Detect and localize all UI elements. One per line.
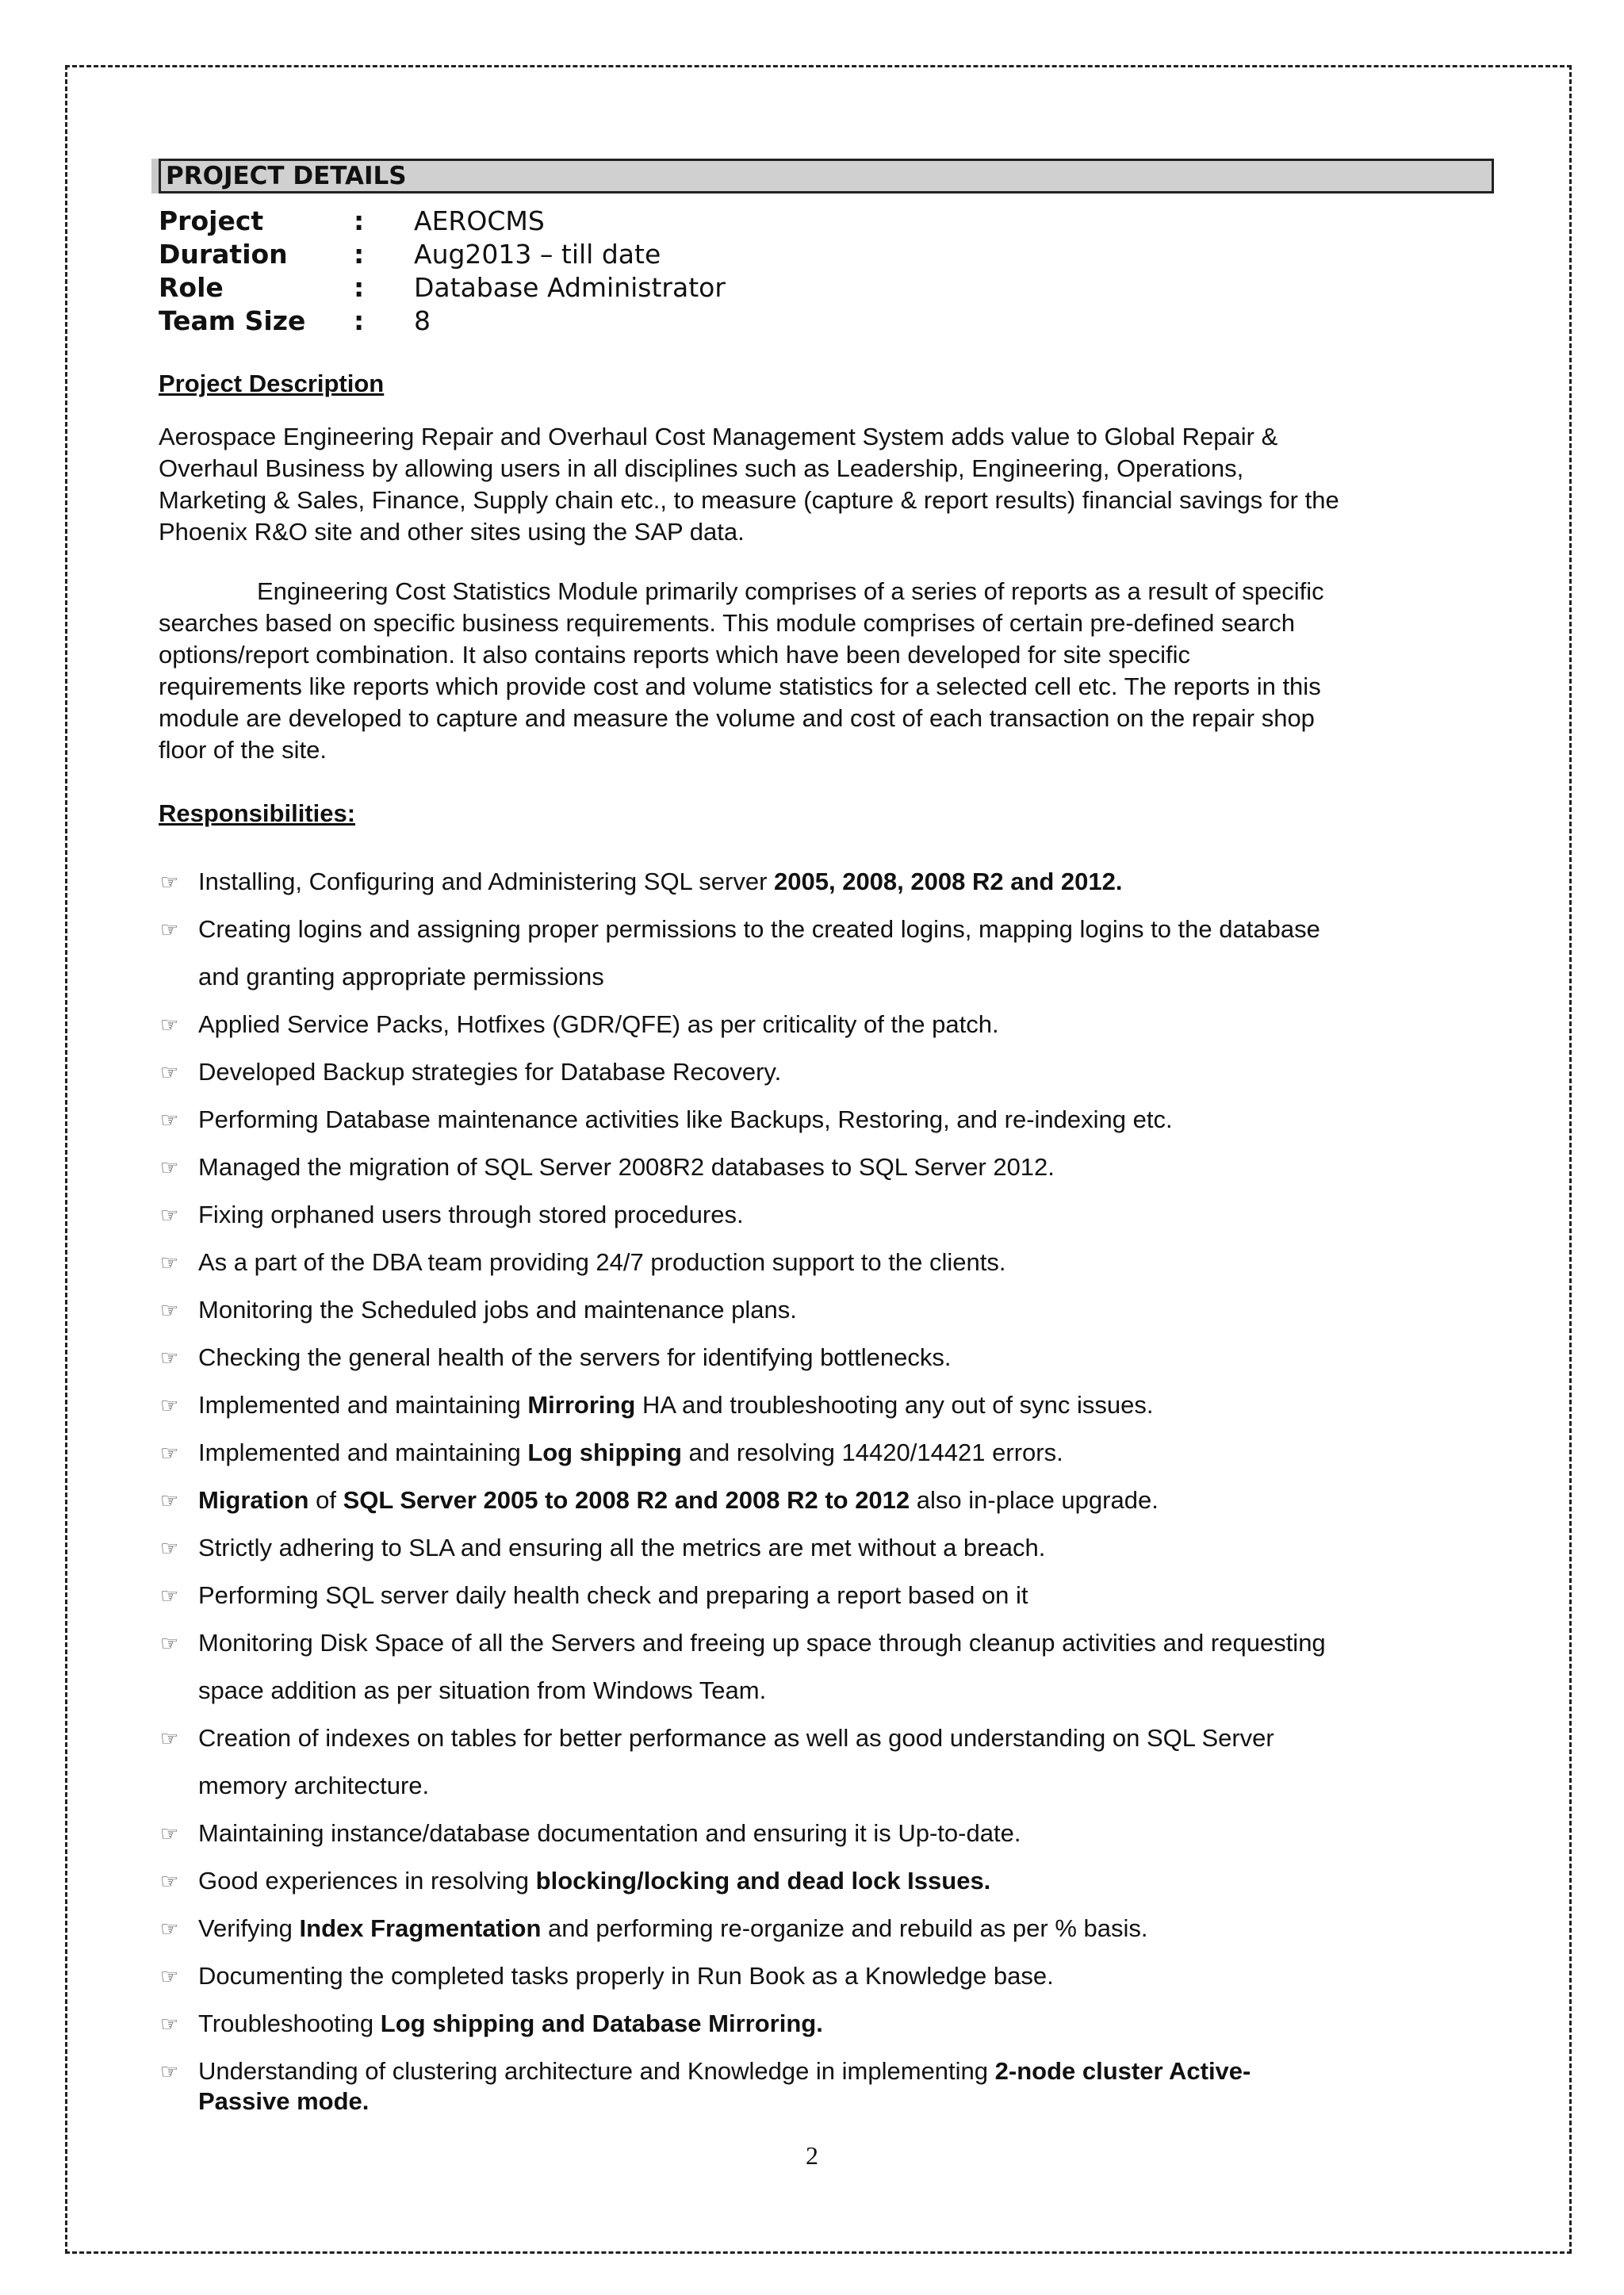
pointing-hand-icon: ☞	[160, 1013, 179, 1036]
list-item: ☞ Developed Backup strategies for Database Recovery.	[159, 1048, 1507, 1096]
list-item: ☞ Creating logins and assigning proper permissions to the created logins, mapping logins to the database and granting appropriate permissions	[159, 906, 1507, 1001]
info-label: Duration	[159, 239, 288, 270]
info-value: AEROCMS	[414, 205, 545, 236]
pointing-hand-icon: ☞	[160, 1155, 179, 1179]
paragraph-line: floor of the site.	[159, 736, 327, 764]
list-item: ☞ Good experiences in resolving blocking/locking and dead lock Issues.	[159, 1857, 1507, 1905]
pointing-hand-icon: ☞	[160, 1917, 179, 1941]
paragraph-line: module are developed to capture and measure the volume and cost of each transaction on the repair shop	[159, 704, 1315, 732]
pointing-hand-icon: ☞	[160, 2059, 179, 2083]
list-item: ☞ Fixing orphaned users through stored procedures.	[159, 1191, 1507, 1239]
info-colon: :	[354, 205, 365, 236]
list-item: ☞ Maintaining instance/database documentation and ensuring it is Up-to-date.	[159, 1810, 1507, 1857]
pointing-hand-icon: ☞	[160, 870, 179, 894]
info-value: Database Administrator	[414, 272, 726, 303]
paragraph-line: Engineering Cost Statistics Module primarily comprises of a series of reports as a result of specific	[257, 577, 1324, 605]
list-item: ☞ Managed the migration of SQL Server 2008R2 databases to SQL Server 2012.	[159, 1144, 1507, 1191]
pointing-hand-icon: ☞	[160, 1346, 179, 1370]
pointing-hand-icon: ☞	[160, 1251, 179, 1274]
pointing-hand-icon: ☞	[160, 1441, 179, 1465]
paragraph-line: searches based on specific business requirements. This module comprises of certain pre-defined search	[159, 609, 1296, 637]
pointing-hand-icon: ☞	[160, 918, 179, 941]
description-heading: Project Description	[159, 370, 385, 397]
pointing-hand-icon: ☞	[160, 1869, 179, 1893]
pointing-hand-icon: ☞	[160, 1631, 179, 1655]
list-item: ☞ As a part of the DBA team providing 24/7 production support to the clients.	[159, 1239, 1507, 1286]
list-item: ☞ Creation of indexes on tables for better performance as well as good understanding on SQL Server memory architecture.	[159, 1715, 1507, 1810]
list-item: ☞ Performing Database maintenance activities like Backups, Restoring, and re-indexing etc.	[159, 1096, 1507, 1144]
list-item: ☞ Implemented and maintaining Mirroring HA and troubleshooting any out of sync issues.	[159, 1381, 1507, 1429]
description-paragraph-1	[159, 421, 1499, 548]
list-item: ☞ Checking the general health of the servers for identifying bottlenecks.	[159, 1334, 1507, 1381]
pointing-hand-icon: ☞	[160, 1584, 179, 1607]
paragraph-line: Phoenix R&O site and other sites using the SAP data.	[159, 518, 745, 546]
paragraph-line: Aerospace Engineering Repair and Overhaul Cost Management System adds value to Global Repair &	[159, 423, 1278, 450]
list-item: ☞ Applied Service Packs, Hotfixes (GDR/QFE) as per criticality of the patch.	[159, 1001, 1507, 1048]
pointing-hand-icon: ☞	[160, 1393, 179, 1417]
responsibilities-heading: Responsibilities:	[159, 799, 356, 827]
responsibilities-list	[159, 858, 1507, 2117]
pointing-hand-icon: ☞	[160, 1060, 179, 1084]
info-colon: :	[354, 272, 365, 303]
pointing-hand-icon: ☞	[160, 1822, 179, 1845]
description-paragraph-2	[159, 576, 1499, 766]
list-item: ☞ Installing, Configuring and Administering SQL server 2005, 2008, 2008 R2 and 2012.	[159, 858, 1507, 906]
list-item: ☞ Documenting the completed tasks properly in Run Book as a Knowledge base.	[159, 1952, 1507, 2000]
paragraph-line: Overhaul Business by allowing users in all disciplines such as Leadership, Engineering, Operations,	[159, 454, 1244, 482]
list-item: ☞ Implemented and maintaining Log shipping and resolving 14420/14421 errors.	[159, 1429, 1507, 1477]
list-item: ☞ Verifying Index Fragmentation and performing re-organize and rebuild as per % basis.	[159, 1905, 1507, 1952]
info-value: Aug2013 – till date	[414, 239, 661, 270]
list-item: ☞ Troubleshooting Log shipping and Database Mirroring.	[159, 2000, 1507, 2048]
pointing-hand-icon: ☞	[160, 1488, 179, 1512]
page-number: 2	[806, 2141, 818, 2170]
pointing-hand-icon: ☞	[160, 2012, 179, 2036]
info-label: Team Size	[159, 305, 306, 336]
info-colon: :	[354, 305, 365, 336]
list-item: ☞ Performing SQL server daily health check and preparing a report based on it	[159, 1572, 1507, 1619]
info-colon: :	[354, 239, 365, 270]
section-title: PROJECT DETAILS	[159, 159, 1494, 193]
pointing-hand-icon: ☞	[160, 1203, 179, 1227]
pointing-hand-icon: ☞	[160, 1726, 179, 1750]
info-value: 8	[414, 305, 431, 336]
pointing-hand-icon: ☞	[160, 1964, 179, 1988]
list-item: ☞ Strictly adhering to SLA and ensuring all the metrics are met without a breach.	[159, 1524, 1507, 1572]
pointing-hand-icon: ☞	[160, 1536, 179, 1560]
list-item: ☞ Monitoring the Scheduled jobs and maintenance plans.	[159, 1286, 1507, 1334]
list-item: ☞ Understanding of clustering architecture and Knowledge in implementing 2-node cluster Active- Passive mode.	[160, 2057, 1251, 2115]
paragraph-line: Marketing & Sales, Finance, Supply chain etc., to measure (capture & report results) financial savings for the	[159, 486, 1339, 514]
pointing-hand-icon: ☞	[160, 1298, 179, 1322]
pointing-hand-icon: ☞	[160, 1108, 179, 1132]
list-item: ☞ Migration of SQL Server 2005 to 2008 R2 and 2008 R2 to 2012 also in-place upgrade.	[159, 1477, 1507, 1524]
info-label: Project	[159, 205, 264, 236]
paragraph-line: options/report combination. It also contains reports which have been developed for site specific	[159, 641, 1191, 669]
paragraph-line: requirements like reports which provide cost and volume statistics for a selected cell etc. The reports in this	[159, 672, 1321, 700]
info-label: Role	[159, 272, 224, 303]
list-item: ☞ Monitoring Disk Space of all the Servers and freeing up space through cleanup activities and requesting space addition as per situation from Windows Team.	[159, 1619, 1507, 1715]
